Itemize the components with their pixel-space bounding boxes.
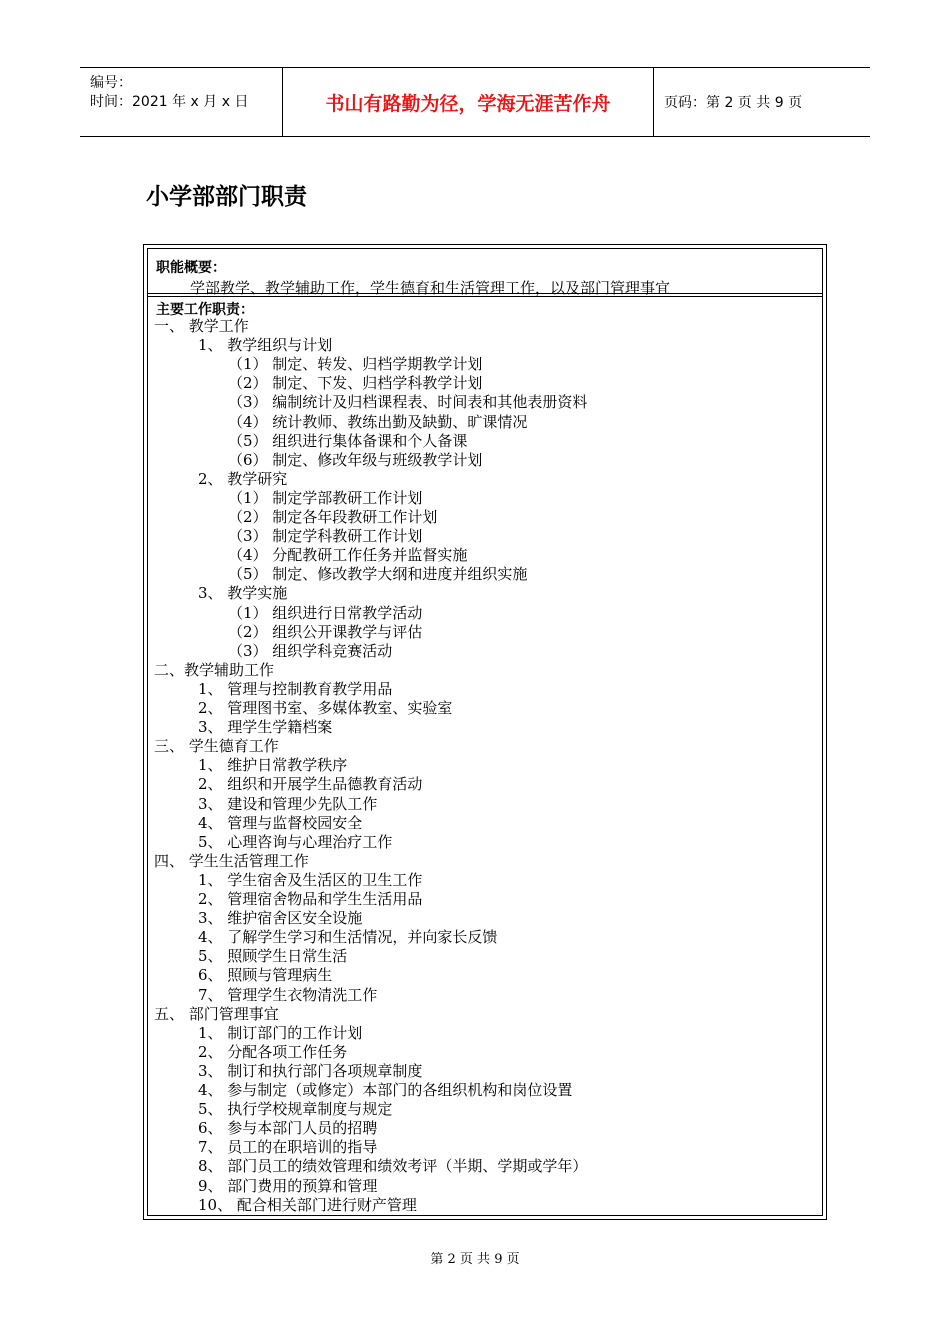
duty-line: 4、 参与制定（或修定）本部门的各组织机构和岗位设置 <box>198 1081 573 1099</box>
duty-line: 五、 部门管理事宜 <box>154 1004 279 1023</box>
duties-table-inner <box>147 248 823 1216</box>
duty-line: 8、 部门员工的绩效管理和绩效考评（半期、学期或学年） <box>198 1157 588 1176</box>
duty-line: （3） 编制统计及归档课程表、时间表和其他表册资料 <box>228 393 588 412</box>
duty-line: 4、 了解学生学习和生活情况，并向家长反馈 <box>198 928 498 947</box>
code-label: 编号： <box>90 75 132 91</box>
duty-line: 3、 制订和执行部门各项规章制度 <box>198 1061 423 1080</box>
duty-line: 1、 管理与控制教育教学用品 <box>198 679 393 698</box>
duty-line: 5、 照顾学生日常生活 <box>198 947 348 966</box>
duty-line: 10、 配合相关部门进行财产管理 <box>198 1195 417 1214</box>
duty-line: 3、 建设和管理少先队工作 <box>198 794 378 813</box>
duty-line: （2） 制定、下发、归档学科教学计划 <box>228 374 483 393</box>
duty-line: 6、 照顾与管理病生 <box>198 966 333 985</box>
duty-line: （5） 制定、修改教学大纲和进度并组织实施 <box>228 565 528 584</box>
duty-line: 2、 教学研究 <box>198 469 288 488</box>
duty-line: 3、 维护宿舍区安全设施 <box>198 909 363 928</box>
duty-line: 1、 教学组织与计划 <box>198 336 333 355</box>
duty-line: 1、 维护日常教学秩序 <box>198 756 348 775</box>
duty-line: 3、 教学实施 <box>198 584 288 603</box>
duty-line: 4、 管理与监督校园安全 <box>198 813 363 832</box>
duty-line: （6） 制定、修改年级与班级教学计划 <box>228 450 483 469</box>
document-title: 小学部部门职责 <box>146 184 307 210</box>
duty-line: 7、 管理学生衣物清洗工作 <box>198 985 378 1004</box>
page-footer: 第 2 页 共 9 页 <box>430 1252 520 1267</box>
duty-line: （3） 制定学科教研工作计划 <box>228 527 423 546</box>
duty-line: （3） 组织学科竞赛活动 <box>228 641 393 660</box>
duty-line: （2） 制定各年段教研工作计划 <box>228 508 438 526</box>
duties-table <box>143 244 827 1220</box>
duties-label: 主要工作职责： <box>156 302 254 318</box>
duty-line: （2） 组织公开课教学与评估 <box>228 622 423 641</box>
duty-line: 7、 员工的在职培训的指导 <box>198 1138 378 1157</box>
time-label: 时间：2021 年 x 月 x 日 <box>90 94 249 110</box>
summary-label: 职能概要： <box>156 260 226 276</box>
duty-line: （1） 制定、转发、归档学期教学计划 <box>228 355 483 374</box>
duty-line: 2、 组织和开展学生品德教育活动 <box>198 775 423 794</box>
page-header <box>80 67 870 137</box>
duty-line: 三、 学生德育工作 <box>154 737 279 756</box>
duty-line: 1、 制订部门的工作计划 <box>198 1023 363 1042</box>
divider <box>148 293 822 294</box>
duty-line: 二、教学辅助工作 <box>154 660 275 679</box>
header-page-label: 页码：第 2 页 共 9 页 <box>664 95 803 111</box>
duty-line: 2、 分配各项工作任务 <box>198 1042 348 1061</box>
duty-line: （1） 制定学部教研工作计划 <box>228 488 423 507</box>
duty-line: （4） 分配教研工作任务并监督实施 <box>228 546 468 565</box>
duty-line: 四、 学生生活管理工作 <box>154 851 309 870</box>
header-info-cell <box>80 68 283 136</box>
duty-line: （1） 组织进行日常教学活动 <box>228 603 423 622</box>
summary-text: 学部教学、教学辅助工作，学生德育和生活管理工作，以及部门管理事宜 <box>190 279 671 297</box>
duty-line: 5、 心理咨询与心理治疗工作 <box>198 832 393 851</box>
duty-line: 5、 执行学校规章制度与规定 <box>198 1100 393 1119</box>
duty-line: （5） 组织进行集体备课和个人备课 <box>228 431 468 450</box>
header-motto: 书山有路勤为径，学海无涯苦作舟 <box>283 68 654 136</box>
duty-line: （4） 统计教师、教练出勤及缺勤、旷课情况 <box>228 412 528 431</box>
duty-line: 2、 管理图书室、多媒体教室、实验室 <box>198 699 453 717</box>
duty-line: 3、 理学生学籍档案 <box>198 718 333 737</box>
divider <box>148 296 822 297</box>
duty-line: 9、 部门费用的预算和管理 <box>198 1176 378 1195</box>
duty-line: 2、 管理宿舍物品和学生生活用品 <box>198 890 423 908</box>
duty-line: 一、 教学工作 <box>154 317 249 335</box>
duty-line: 1、 学生宿舍及生活区的卫生工作 <box>198 870 423 889</box>
duty-line: 6、 参与本部门人员的招聘 <box>198 1119 378 1138</box>
